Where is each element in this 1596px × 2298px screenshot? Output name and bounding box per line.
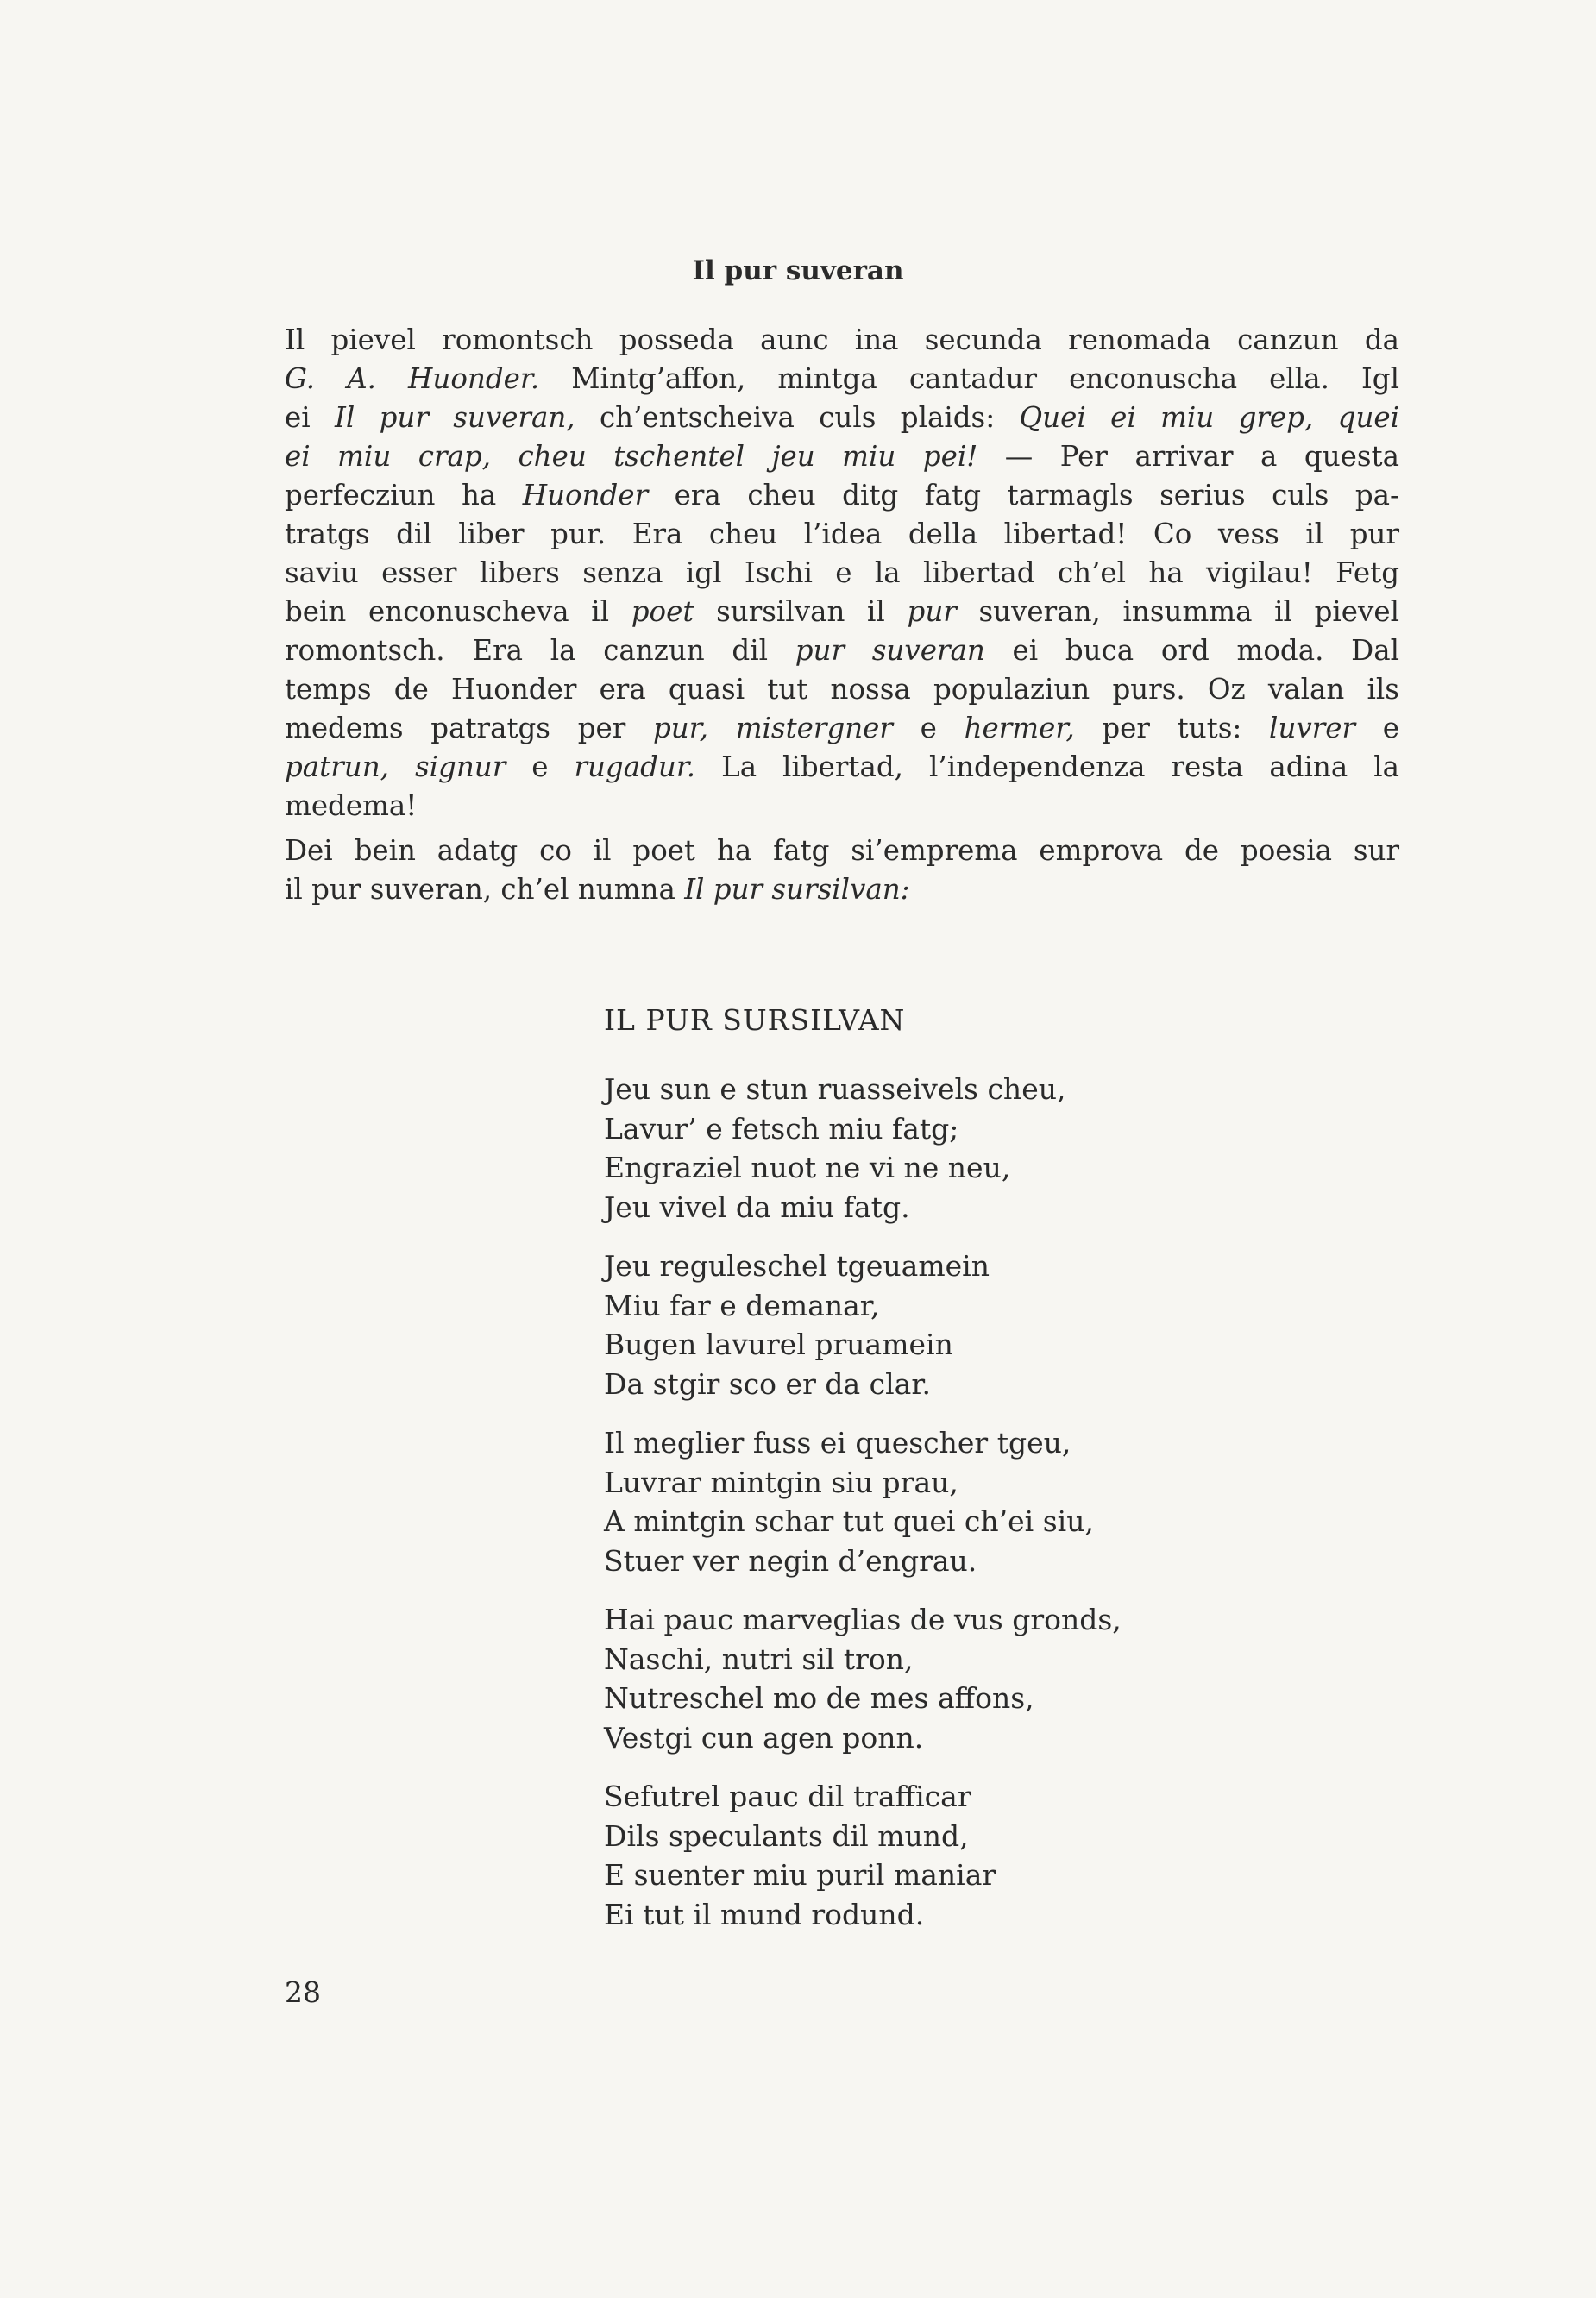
text-run: per tuts: — [1074, 712, 1270, 744]
italic-text: luvrer — [1269, 712, 1356, 744]
text-line — [285, 832, 1399, 870]
text-line — [285, 870, 1399, 909]
text-run: e — [892, 712, 965, 744]
text-run: e — [506, 750, 575, 783]
poem-line: Il meglier fuss ei quescher tgeu, — [604, 1426, 1071, 1460]
intro-paragraph — [285, 321, 1399, 826]
italic-text: G. A. Huonder. — [285, 362, 540, 395]
section-heading: Il pur suveran — [692, 255, 904, 286]
text-run: romontsch. Era la canzun dil — [285, 634, 795, 667]
page-number: 28 — [285, 1975, 321, 2009]
poet-paragraph — [285, 832, 1399, 909]
text-run: La libertad, l’independenza resta adina la — [695, 750, 1399, 783]
text-line — [285, 437, 1399, 476]
text-run: medems patratgs per — [285, 712, 653, 744]
poem-line: A mintgin schar tut quei ch’ei siu, — [604, 1504, 1094, 1538]
italic-text: patrun, signur — [285, 750, 506, 783]
text-run: Il pievel romontsch posseda aunc ina secunda renomada canzun da — [285, 323, 1399, 356]
text-run: e — [1355, 712, 1399, 744]
text-line — [285, 709, 1399, 748]
text-line — [285, 631, 1399, 670]
italic-text: pur — [907, 595, 957, 628]
poem-line: Nutreschel mo de mes affons, — [604, 1681, 1034, 1715]
poem-line: Engraziel nuot ne vi ne neu, — [604, 1151, 1011, 1184]
text-run: — Per arrivar a questa — [977, 440, 1399, 473]
poem-line: Naschi, nutri sil tron, — [604, 1642, 914, 1676]
text-run: bein enconuscheva il — [285, 595, 631, 628]
text-line — [285, 748, 1399, 787]
poem-line: Jeu sun e stun ruasseivels cheu, — [604, 1072, 1066, 1106]
poem-line: Lavur’ e fetsch miu fatg; — [604, 1111, 959, 1146]
text-run: suveran, insumma il pievel — [956, 595, 1400, 628]
poem-line: Bugen lavurel pruamein — [604, 1328, 953, 1361]
text-run: ch’entscheiva culs plaids: — [575, 401, 1020, 434]
text-run: era cheu ditg fatg tarmagls serius culs pa- — [648, 479, 1399, 512]
poem-stanza — [604, 1070, 1065, 1227]
text-line — [285, 399, 1399, 437]
poem-line: Vestgi cun agen ponn. — [604, 1720, 924, 1755]
text-line — [285, 554, 1399, 593]
text-run: ei buca ord moda. Dal — [984, 634, 1399, 667]
poem-line: Miu far e demanar, — [604, 1288, 880, 1322]
text-run: saviu esser libers senza igl Ischi e la libertad ch’el ha vigilau! Fetg — [285, 556, 1399, 589]
poem-line: Jeu vivel da miu fatg. — [604, 1190, 910, 1224]
italic-text: poet — [631, 595, 694, 628]
italic-text: pur, mistergner — [652, 712, 893, 744]
poem-line: Ei tut il mund rodund. — [604, 1897, 925, 1931]
poem-stanza — [604, 1246, 990, 1403]
text-line — [285, 787, 1399, 826]
italic-text: Il pur sursilvan: — [684, 873, 910, 906]
text-run: Dei bein adatg co il poet ha fatg si’emprema emprova de poesia sur — [285, 834, 1399, 867]
text-run: tratgs dil liber pur. Era cheu l’idea della libertad! Co vess il pur — [285, 518, 1399, 550]
text-run: ei — [285, 401, 335, 434]
poem-line: E suenter miu puril maniar — [604, 1858, 996, 1892]
text-run: sursilvan il — [694, 595, 908, 628]
poem-stanza — [604, 1600, 1122, 1757]
poem-line: Stuer ver negin d’engrau. — [604, 1543, 977, 1578]
italic-text: hermer, — [964, 712, 1075, 744]
poem-line: Jeu reguleschel tgeuamein — [604, 1249, 990, 1283]
italic-text: pur suveran — [795, 634, 985, 667]
text-line — [285, 321, 1399, 360]
italic-text: ei miu crap, cheu tschentel jeu miu pei! — [285, 440, 978, 473]
text-line — [285, 593, 1399, 631]
text-line — [285, 670, 1399, 709]
poem-line: Da stgir sco er da clar. — [604, 1366, 931, 1401]
poem-line: Hai pauc marveglias de vus gronds, — [604, 1603, 1122, 1636]
poem-line: Luvrar mintgin siu prau, — [604, 1465, 958, 1499]
poem-title: IL PUR SURSILVAN — [604, 1003, 906, 1037]
poem-stanza — [604, 1777, 996, 1934]
italic-text: Quei ei miu grep, quei — [1019, 401, 1400, 434]
poem-line: Sefutrel pauc dil trafficar — [604, 1780, 971, 1813]
text-run: temps de Huonder era quasi tut nossa populaziun purs. Oz valan ils — [285, 673, 1399, 706]
text-run: il pur suveran, ch’el numna — [285, 873, 685, 906]
italic-text: rugadur. — [574, 750, 696, 783]
text-line — [285, 476, 1399, 515]
text-line — [285, 360, 1399, 399]
italic-text: Huonder — [522, 479, 649, 512]
poem-line: Dils speculants dil mund, — [604, 1818, 969, 1853]
text-run: perfecziun ha — [285, 479, 523, 512]
text-line — [285, 515, 1399, 554]
italic-text: Il pur suveran, — [335, 401, 575, 434]
text-run: medema! — [285, 789, 418, 822]
text-run: Mintg’affon, mintga cantadur enconuscha ella. Igl — [539, 362, 1399, 395]
poem-stanza — [604, 1423, 1094, 1580]
